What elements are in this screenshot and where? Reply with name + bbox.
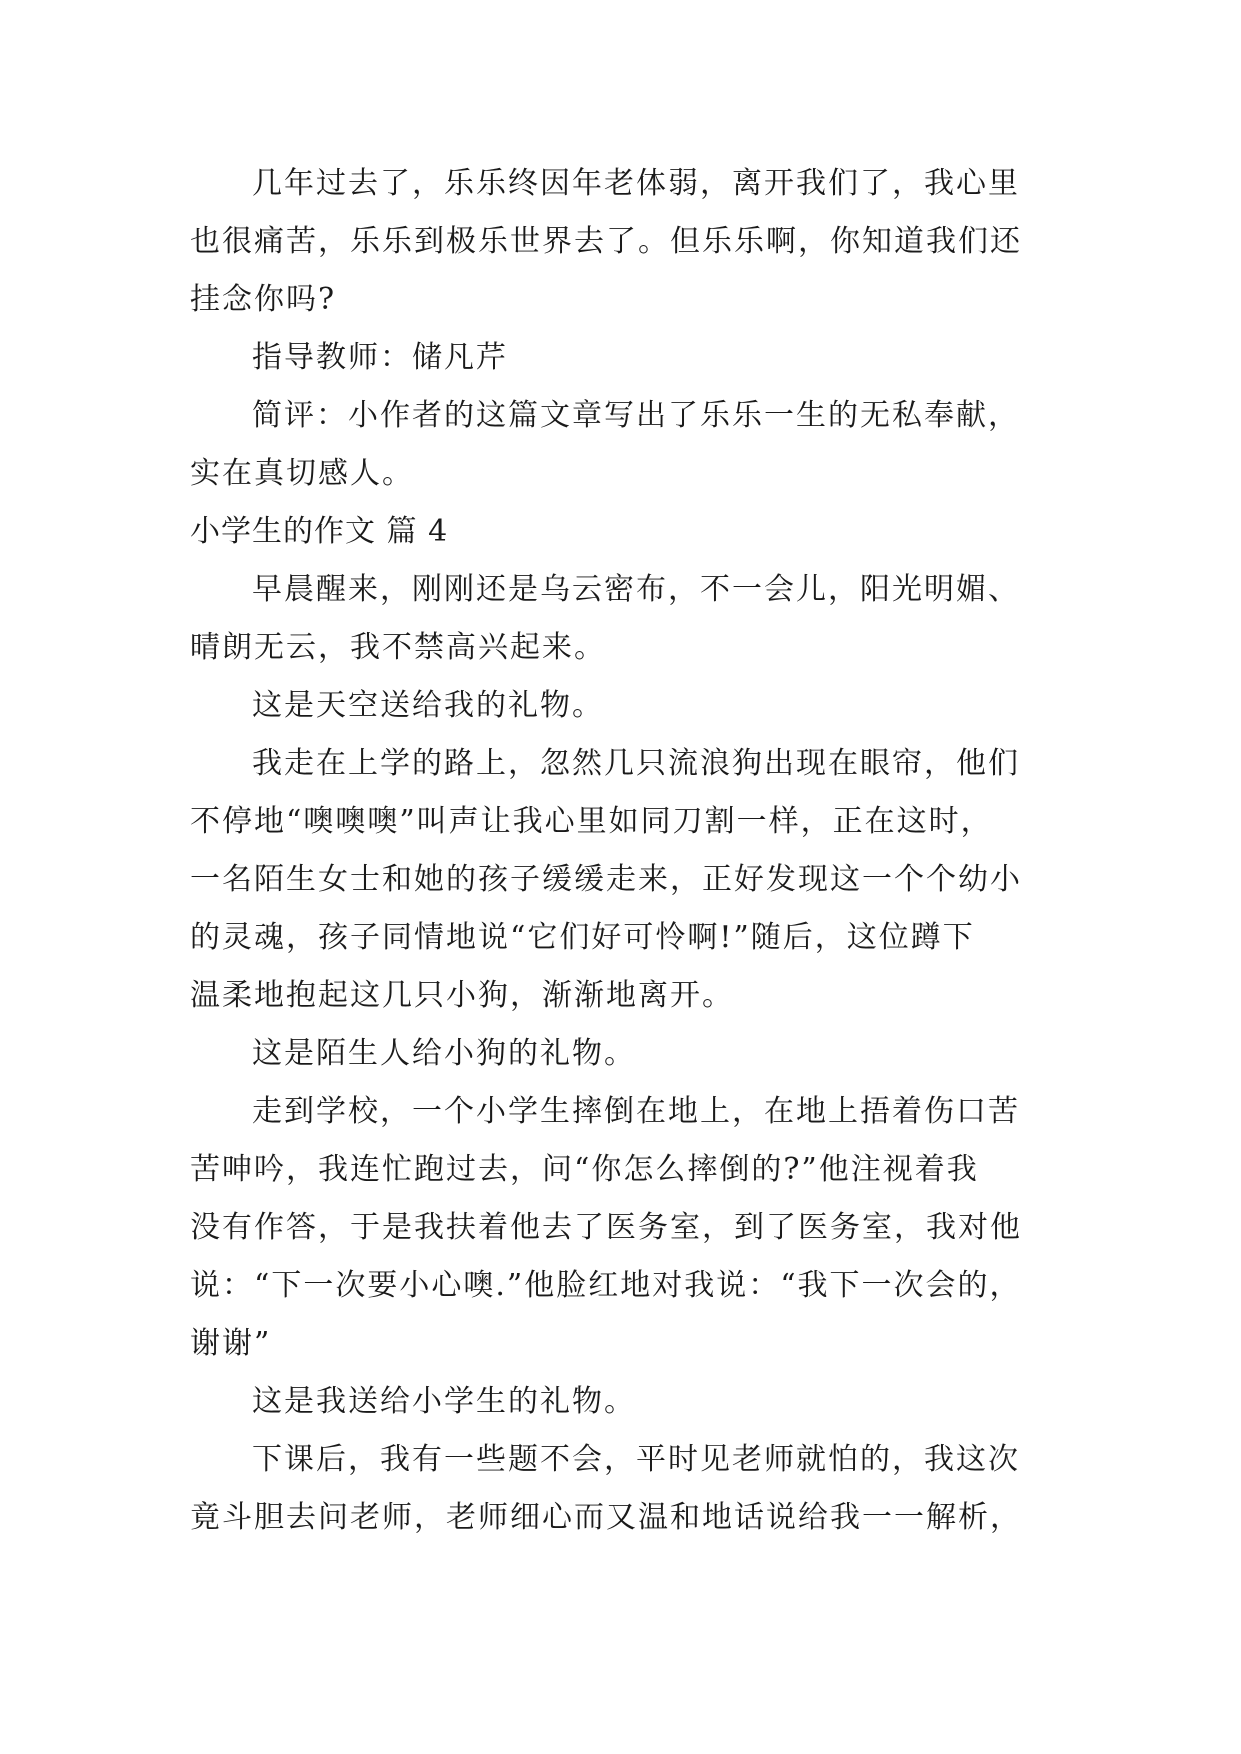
section-heading: 小学生的作文 篇 4 — [190, 514, 449, 549]
paragraph-line: 也很痛苦，乐乐到极乐世界去了。但乐乐啊，你知道我们还 — [190, 224, 1022, 259]
paragraph-line: 竟斗胆去问老师，老师细心而又温和地话说给我一一解析， — [190, 1500, 1022, 1535]
paragraph-line: 几年过去了，乐乐终因年老体弱，离开我们了，我心里 — [252, 166, 1020, 201]
paragraph-line: 下课后，我有一些题不会，平时见老师就怕的，我这次 — [252, 1442, 1020, 1477]
paragraph-line: 不停地“噢噢噢”叫声让我心里如同刀割一样，正在这时， — [190, 804, 993, 839]
paragraph-line: 这是陌生人给小狗的礼物。 — [252, 1036, 636, 1071]
paragraph-line: 挂念你吗? — [190, 282, 337, 317]
paragraph-line: 走到学校，一个小学生摔倒在地上，在地上捂着伤口苦 — [252, 1094, 1020, 1129]
paragraph-line: 苦呻吟，我连忙跑过去，问“你怎么摔倒的?”他注视着我 — [190, 1152, 979, 1187]
paragraph-line: 我走在上学的路上，忽然几只流浪狗出现在眼帘，他们 — [252, 746, 1020, 781]
paragraph-line: 这是我送给小学生的礼物。 — [252, 1384, 636, 1419]
paragraph-line: 这是天空送给我的礼物。 — [252, 688, 604, 723]
paragraph-line: 实在真切感人。 — [190, 456, 414, 491]
paragraph-line: 简评：小作者的这篇文章写出了乐乐一生的无私奉献， — [252, 398, 1020, 433]
paragraph-line: 晴朗无云，我不禁高兴起来。 — [190, 630, 606, 665]
teacher-line: 指导教师：储凡芹 — [252, 340, 508, 375]
paragraph-line: 没有作答，于是我扶着他去了医务室，到了医务室，我对他 — [190, 1210, 1022, 1245]
paragraph-line: 温柔地抱起这几只小狗，渐渐地离开。 — [190, 978, 734, 1013]
paragraph-line: 说：“下一次要小心噢.”他脸红地对我说：“我下一次会的， — [190, 1268, 1022, 1303]
paragraph-line: 早晨醒来，刚刚还是乌云密布，不一会儿，阳光明媚、 — [252, 572, 1020, 607]
paragraph-line: 谢谢” — [190, 1326, 272, 1361]
paragraph-line: 一名陌生女士和她的孩子缓缓走来，正好发现这一个个幼小 — [190, 862, 1022, 897]
paragraph-line: 的灵魂，孩子同情地说“它们好可怜啊!”随后，这位蹲下 — [190, 920, 975, 955]
